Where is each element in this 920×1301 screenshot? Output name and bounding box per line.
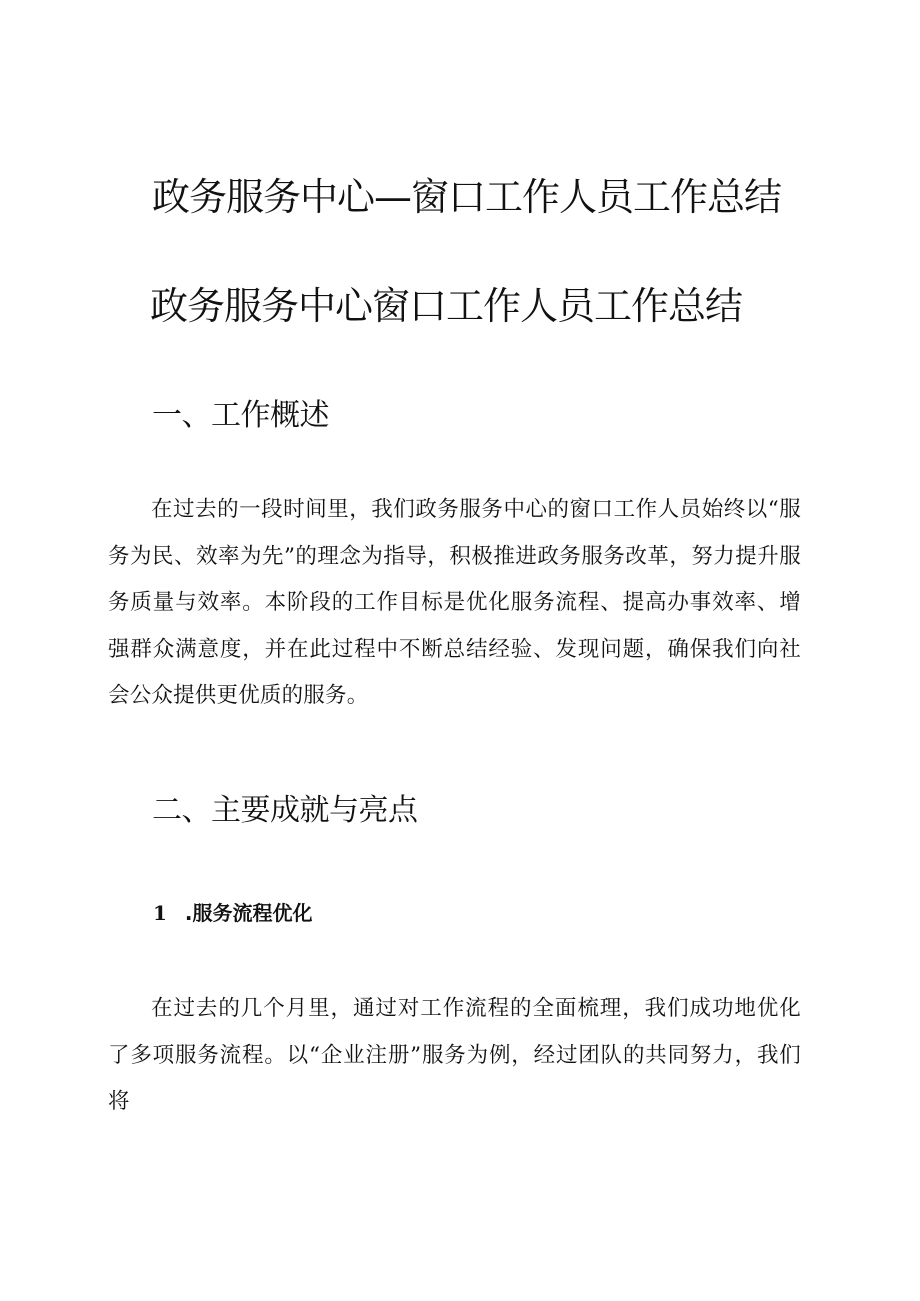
subsection-number: 1: [153, 901, 167, 925]
overview-paragraph: 在过去的一段时间里，我们政务服务中心的窗口工作人员始终以“服务为民、效率为先”的理念为指导，积极推进政务服务改革，努力提升服务质量与效率。本阶段的工作目标是优化服务流程、提高办事效率、增强群众满意度，并在此过程中不断总结经验、发现问题，确保我们向社会公众提供更优质的服务。: [108, 497, 801, 708]
process-optimization-paragraph: 在过去的几个月里，通过对工作流程的全面梳理，我们成功地优化了多项服务流程。以“企业注册”服务为例，经过团队的共同努力，我们将: [108, 996, 801, 1114]
section-heading-achievements: 二、主要成就与亮点: [152, 793, 418, 828]
document-title: 政务服务中心—窗口工作人员工作总结: [152, 175, 782, 219]
subsection-heading-process-optimization: [153, 898, 313, 928]
section-heading-overview: 一、工作概述: [152, 398, 329, 433]
subsection-label: .服务流程优化: [184, 901, 313, 925]
document-subtitle: 政务服务中心窗口工作人员工作总结: [150, 284, 743, 328]
